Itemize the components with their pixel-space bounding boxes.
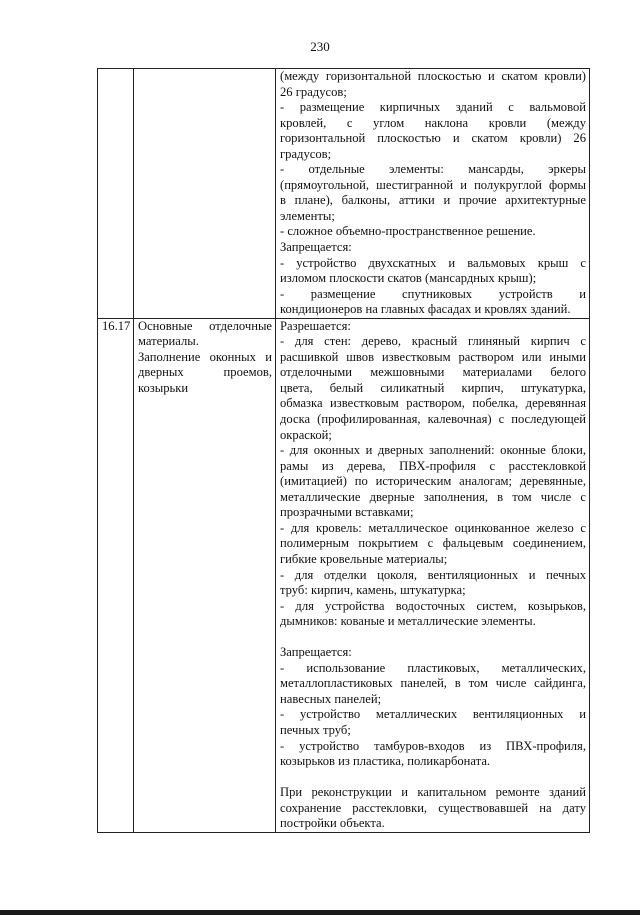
requirement-line: гибкие кровельные материалы; — [280, 551, 448, 566]
requirement-line: - использование пластиковых, металлических, — [280, 660, 586, 675]
requirement-line: козырьков из пластика, поликарбоната. — [280, 754, 491, 769]
page-number: 230 — [310, 39, 330, 54]
requirement-line: печных труб; — [280, 722, 351, 737]
requirement-line: дымников: кованые и металлические элементы. — [280, 614, 536, 629]
requirement-line: - устройство тамбуров-входов из ПВХ-профиля, — [280, 738, 586, 753]
requirement-line: - для отделки цоколя, вентиляционных и печных — [280, 567, 586, 582]
requirement-line: полимерным покрытием с фальцевым соединением, — [280, 536, 586, 551]
requirement-line: Запрещается: — [280, 645, 352, 660]
requirement-line: отделочными межшовными материалами белого — [280, 365, 586, 380]
requirement-line: - для оконных и дверных заполнений: оконные блоки, — [280, 443, 586, 458]
item-name-line: Заполнение оконных и — [138, 349, 272, 364]
requirement-line: (между горизонтальной плоскостью и скатом кровли) — [280, 69, 586, 83]
requirement-line: - для устройства водосточных систем, козырьков, — [280, 598, 586, 613]
blank-line — [280, 770, 586, 786]
requirement-line: металлопластиковых панелей, в том числе сайдинга, — [280, 676, 586, 691]
requirements-cell — [276, 318, 590, 832]
blank-line — [280, 630, 586, 646]
item-name-line: козырьки — [138, 380, 189, 395]
requirement-line: сохранение расстекловки, существовавшей на дату — [280, 800, 586, 815]
requirement-line: металлические дверные заполнения, в том числе с — [280, 489, 586, 504]
requirement-line: навесных панелей; — [280, 691, 382, 706]
requirement-line: - размещение кирпичных зданий с вальмовой — [280, 100, 586, 115]
requirement-line: цвета, белый силикатный кирпич, штукатурка, — [280, 380, 586, 395]
requirement-line: горизонтальной плоскостью и скатом кровли) 26 — [280, 131, 586, 146]
requirement-line: изломом плоскости скатов (мансардных крыш); — [280, 271, 537, 286]
requirement-line: труб: кирпич, камень, штукатурка; — [280, 583, 466, 598]
requirements-cell — [276, 69, 590, 319]
table-body — [98, 69, 590, 833]
requirement-line: элементы; — [280, 208, 335, 223]
table-row — [98, 69, 590, 319]
requirement-line: Запрещается: — [280, 240, 352, 255]
requirement-line: 26 градусов; — [280, 84, 347, 99]
requirement-line: доска (профилированная, калевочная) с последующей — [280, 412, 586, 427]
requirement-line: - размещение спутниковых устройств и — [280, 286, 586, 301]
requirement-line: кровлей, с углом наклона кровли (между — [280, 115, 586, 130]
requirement-line: - для стен: дерево, красный глиняный кирпич с — [280, 334, 586, 349]
item-name-line: дверных проемов, — [138, 365, 272, 380]
item-name-cell — [134, 69, 276, 319]
row-number-cell — [98, 69, 134, 319]
requirement-line: в плане), балконы, аттики и прочие архитектурные — [280, 193, 586, 208]
requirement-line: При реконструкции и капитальном ремонте зданий — [280, 785, 586, 800]
requirement-line: - устройство металлических вентиляционных и — [280, 707, 586, 722]
requirement-line: - устройство двухскатных и вальмовых крыш с — [280, 255, 586, 270]
item-name-cell — [134, 318, 276, 832]
item-name-line: материалы. — [138, 334, 199, 349]
requirement-line: окраской; — [280, 427, 332, 442]
requirement-line: (имитацией) по историческим аналогам; деревянные, — [280, 474, 586, 489]
requirement-line: рамы из дерева, ПВХ-профиля с расстекловкой — [280, 458, 586, 473]
table-row — [98, 318, 590, 832]
item-name-line: Основные отделочные — [138, 318, 272, 333]
requirement-line: - отдельные элементы: мансарды, эркеры — [280, 162, 586, 177]
requirement-line: - сложное объемно-пространственное решение. — [280, 224, 536, 239]
scan-edge-bar — [0, 910, 640, 915]
regulations-table — [97, 68, 590, 833]
requirement-line: постройки объекта. — [280, 816, 385, 831]
requirement-line: обмазка известковым раствором, побелка, деревянная — [280, 396, 586, 411]
requirement-line: прозрачными вставками; — [280, 505, 414, 520]
requirement-line: Разрешается: — [280, 318, 351, 333]
requirement-line: - для кровель: металлическое оцинкованное железо с — [280, 520, 586, 535]
requirement-line: (прямоугольной, шестигранной и полукруглой формы — [280, 177, 586, 192]
requirement-line: градусов; — [280, 146, 332, 161]
row-number: 16.17 — [102, 318, 131, 333]
requirement-line: кондиционеров на главных фасадах и кровлях зданий. — [280, 302, 571, 317]
requirement-line: расшивкой швов известковым раствором или иными — [280, 349, 586, 364]
row-number-cell — [98, 318, 134, 832]
